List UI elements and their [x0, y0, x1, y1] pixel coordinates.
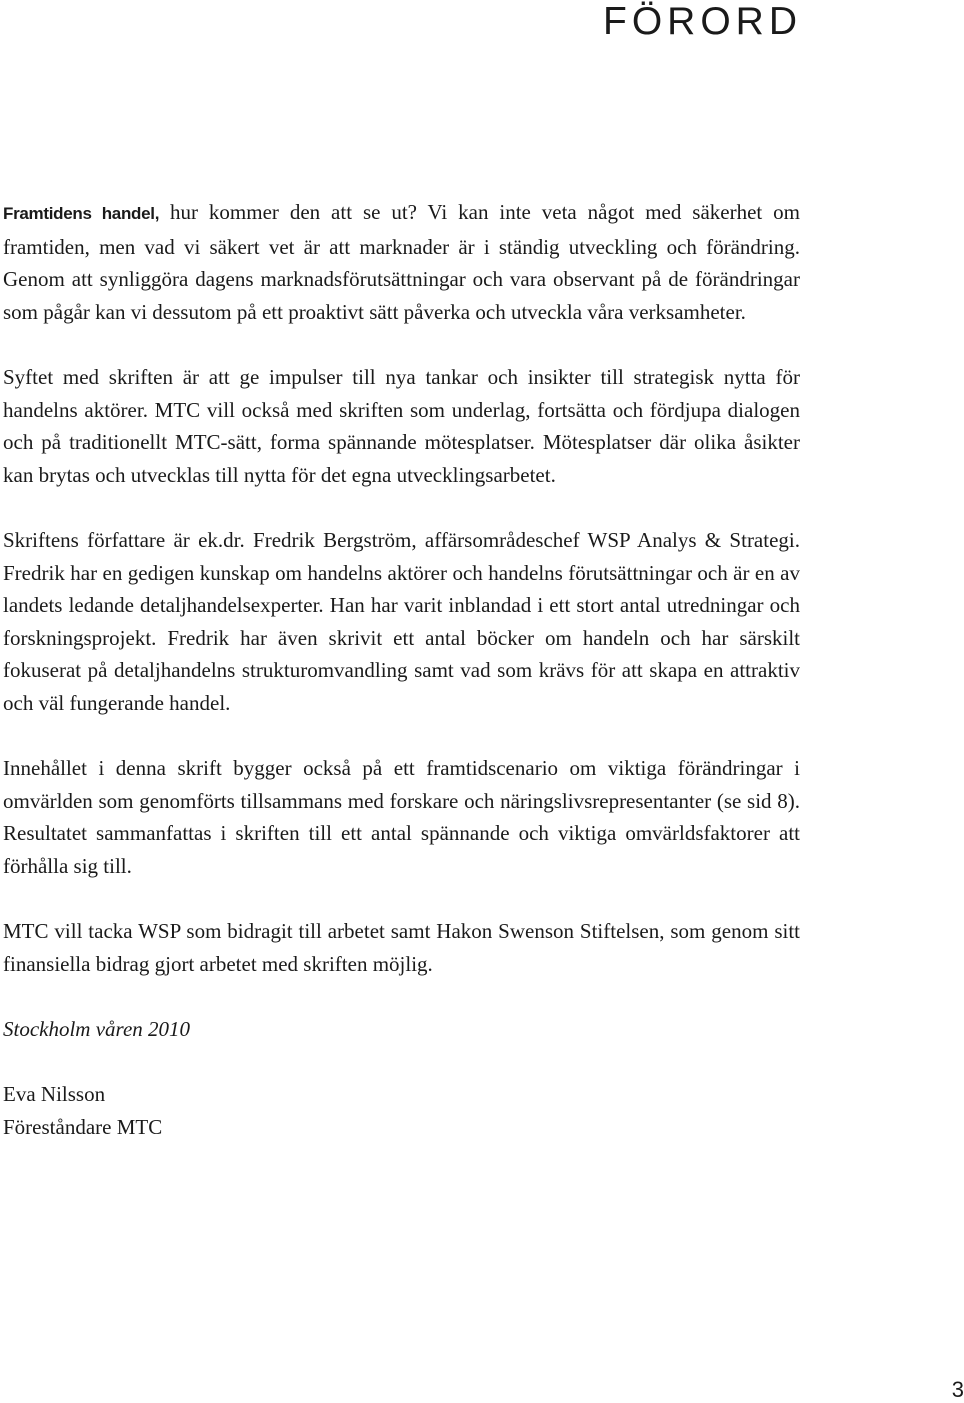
paragraph-author: Skriftens författare är ek.dr. Fredrik Bergström, affärsområdeschef WSP Analys & Strategi. Fredrik har en gedigen kunskap om handelns aktörer och handelns förutsättningar och är en av landets ledande detaljhandelsexperter. Han har varit inblandad i ett stort antal utredningar och forskningsprojekt. Fredrik har även skrivit ett antal böcker om handeln och har särskilt fokuserat på detaljhandelns strukturomvandling samt vad som krävs för att skapa en attraktiv och väl fungerande handel.	[3, 527, 800, 715]
place-date: Stockholm våren 2010	[3, 1016, 191, 1041]
paragraph-intro	[3, 196, 800, 328]
paragraph-intro-text: hur kommer den att se ut? Vi kan inte veta något med säkerhet om framtiden, men vad vi säkert vet är att marknader är i ständig utveckling och förändring. Genom att synliggöra dagens marknadsförutsättningar och vara observant på de förändringar som pågår kan vi dessutom på ett proaktivt sätt påverka och utveckla våra verksamheter.	[3, 200, 800, 324]
paragraph-purpose: Syftet med skriften är att ge impulser till nya tankar och insikter till strategisk nytta för handelns aktörer. MTC vill också med skriften som underlag, fortsätta och fördjupa dialogen och på traditionellt MTC-sätt, forma spännande mötesplatser. Mötesplatser där olika åsikter kan brytas och utvecklas till nytta för det egna utvecklingsarbetet.	[3, 364, 800, 487]
page-number: 3	[951, 1377, 964, 1402]
paragraph-content: Innehållet i denna skrift bygger också på ett framtidscenario om viktiga förändringar i omvärlden som genomförts tillsammans med forskare och näringslivsrepresentanter (se sid 8). Resultatet sammanfattas i skriften till ett antal spännande och viktiga omvärldsfaktorer att förhålla sig till.	[3, 756, 800, 878]
page-title: FÖRORD	[603, 0, 802, 43]
foreword-body	[3, 196, 800, 1176]
signer-name: Eva Nilsson	[3, 1082, 106, 1107]
lead-in-phrase: Framtidens handel,	[3, 204, 160, 223]
signer-title: Föreståndare MTC	[3, 1114, 163, 1139]
signature-block	[3, 1078, 800, 1143]
paragraph-thanks: MTC vill tacka WSP som bidragit till arbetet samt Hakon Swenson Stiftelsen, som genom sitt finansiella bidrag gjort arbetet med skriften möjlig.	[3, 919, 800, 976]
